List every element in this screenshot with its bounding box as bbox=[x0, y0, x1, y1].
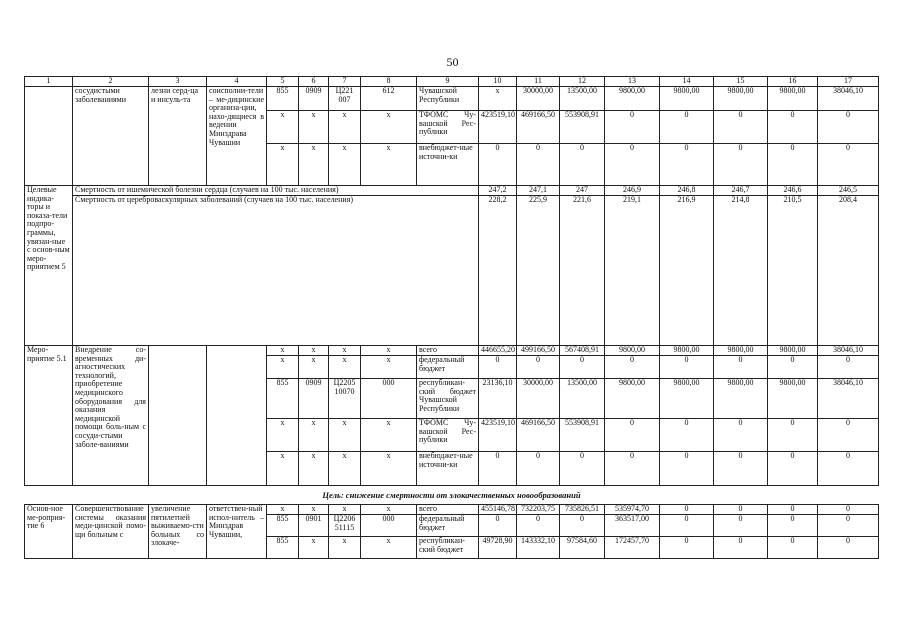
value-cell: 0 bbox=[818, 419, 879, 452]
value-cell: 0 bbox=[517, 515, 560, 537]
indicator-value: 216,9 bbox=[660, 196, 714, 346]
indicator-value: 246,7 bbox=[714, 186, 768, 196]
header-cell: 4 bbox=[207, 77, 267, 87]
header-cell: 17 bbox=[818, 77, 879, 87]
source-cell: внебюджет-ные источни-ки bbox=[417, 144, 479, 186]
page-number: 50 bbox=[446, 55, 459, 69]
source-cell: республикан-ский бюджет Чувашской Республики bbox=[417, 379, 479, 419]
value-cell: 13500,00 bbox=[560, 379, 605, 419]
goal-heading: Цель: снижение смертности от злокачественных новообразований bbox=[25, 486, 879, 505]
value-cell: x bbox=[329, 537, 361, 559]
value-cell: x bbox=[299, 452, 329, 486]
value-cell: 0 bbox=[818, 505, 879, 515]
value-cell: Ц2206 51115 bbox=[329, 515, 361, 537]
indicator-value: 246,8 bbox=[660, 186, 714, 196]
indicator-value: 246,6 bbox=[768, 186, 818, 196]
source-cell: всего bbox=[417, 346, 479, 356]
measure-title: Меро-приятие 5.1 bbox=[25, 346, 73, 486]
value-cell: 553908,91 bbox=[560, 111, 605, 144]
source-cell: внебюджет-ные источни-ки bbox=[417, 452, 479, 486]
header-cell: 11 bbox=[517, 77, 560, 87]
col1-cell bbox=[25, 87, 73, 186]
value-cell: x bbox=[267, 505, 299, 515]
value-cell: 553908,91 bbox=[560, 419, 605, 452]
value-cell: 0 bbox=[605, 452, 660, 486]
value-cell: 0 bbox=[660, 537, 714, 559]
value-cell: x bbox=[299, 505, 329, 515]
table-row bbox=[25, 505, 879, 515]
value-cell: 9800,00 bbox=[768, 346, 818, 356]
value-cell: 499166,50 bbox=[517, 346, 560, 356]
value-cell: x bbox=[267, 419, 299, 452]
header-cell: 5 bbox=[267, 77, 299, 87]
value-cell: 0 bbox=[768, 111, 818, 144]
value-cell: 0 bbox=[768, 505, 818, 515]
value-cell: x bbox=[267, 144, 299, 186]
value-cell: 0 bbox=[660, 356, 714, 379]
indicator-value: 247,2 bbox=[479, 186, 517, 196]
header-cell: 6 bbox=[299, 77, 329, 87]
header-cell: 2 bbox=[73, 77, 149, 87]
value-cell: 0 bbox=[818, 356, 879, 379]
value-cell: 0 bbox=[660, 144, 714, 186]
header-cell: 3 bbox=[149, 77, 207, 87]
value-cell: 567408,91 bbox=[560, 346, 605, 356]
value-cell: 0909 bbox=[299, 379, 329, 419]
value-cell: x bbox=[299, 346, 329, 356]
value-cell: 423519,10 bbox=[479, 111, 517, 144]
value-cell: x bbox=[329, 452, 361, 486]
value-cell: 9800,00 bbox=[605, 87, 660, 111]
value-cell: x bbox=[329, 505, 361, 515]
value-cell: 0 bbox=[560, 356, 605, 379]
value-cell: 0 bbox=[768, 419, 818, 452]
measure-title: Основ-ное ме-роприя-тие 6 bbox=[25, 505, 73, 559]
indicator-name: Смертность от цереброваскулярных заболеваний (случаев на 100 тыс. населения) bbox=[73, 196, 479, 346]
value-cell: 0 bbox=[560, 515, 605, 537]
value-cell: 0 bbox=[714, 356, 768, 379]
header-row bbox=[25, 77, 879, 87]
value-cell: x bbox=[361, 452, 417, 486]
measure-description: Совершенствование системы оказания меди-цинской помо-щи больным с bbox=[73, 505, 149, 559]
value-cell: x bbox=[299, 111, 329, 144]
goal-result-cell: увеличение пятилетней выживаемо-сти больных со злокаче- bbox=[149, 505, 207, 559]
value-cell: x bbox=[267, 452, 299, 486]
table-row bbox=[25, 87, 879, 111]
indicator-value: 221,6 bbox=[560, 196, 605, 346]
indicator-row bbox=[25, 196, 879, 346]
value-cell: 732203,75 bbox=[517, 505, 560, 515]
indicator-value: 247 bbox=[560, 186, 605, 196]
value-cell: x bbox=[361, 537, 417, 559]
source-cell: ТФОМС Чу-вашской Рес-публики bbox=[417, 419, 479, 452]
value-cell: 0 bbox=[517, 452, 560, 486]
value-cell: 9800,00 bbox=[605, 379, 660, 419]
indicator-value: 214,8 bbox=[714, 196, 768, 346]
value-cell: 0 bbox=[479, 515, 517, 537]
value-cell: x bbox=[267, 356, 299, 379]
header-cell: 13 bbox=[605, 77, 660, 87]
value-cell: 0 bbox=[714, 515, 768, 537]
value-cell: Ц2205 10070 bbox=[329, 379, 361, 419]
value-cell: 0 bbox=[768, 452, 818, 486]
goal-row bbox=[25, 486, 879, 505]
value-cell: 9800,00 bbox=[768, 379, 818, 419]
source-cell: всего bbox=[417, 505, 479, 515]
header-cell: 10 bbox=[479, 77, 517, 87]
value-cell: 0 bbox=[517, 144, 560, 186]
value-cell: x bbox=[329, 144, 361, 186]
header-cell: 12 bbox=[560, 77, 605, 87]
value-cell: 0 bbox=[714, 505, 768, 515]
value-cell: 0 bbox=[714, 419, 768, 452]
value-cell: 0901 bbox=[299, 515, 329, 537]
col3-cell bbox=[149, 346, 207, 486]
value-cell: 143332,10 bbox=[517, 537, 560, 559]
indicator-value: 228,2 bbox=[479, 196, 517, 346]
value-cell: x bbox=[299, 537, 329, 559]
value-cell: x bbox=[267, 346, 299, 356]
indicators-label: Целевые индика-торы и показа-тели подпро-граммы, увязан-ные с основ-ным меро-приятием 5 bbox=[25, 186, 73, 346]
header-cell: 8 bbox=[361, 77, 417, 87]
indicator-name: Смертность от ишемической болезни сердца (случаев на 100 тыс. населения) bbox=[73, 186, 479, 196]
value-cell: 455146,78 bbox=[479, 505, 517, 515]
value-cell: 30000,00 bbox=[517, 379, 560, 419]
source-cell: Чувашской Республики bbox=[417, 87, 479, 111]
value-cell: 38046,10 bbox=[818, 379, 879, 419]
value-cell: x bbox=[361, 419, 417, 452]
value-cell: 0 bbox=[479, 356, 517, 379]
indicator-value: 219,1 bbox=[605, 196, 660, 346]
value-cell: 000 bbox=[361, 515, 417, 537]
col3-cell: лезни серд-ца и инсуль-та bbox=[149, 87, 207, 186]
value-cell: x bbox=[267, 111, 299, 144]
value-cell: 855 bbox=[267, 515, 299, 537]
value-cell: 0 bbox=[605, 419, 660, 452]
indicator-value: 246,5 bbox=[818, 186, 879, 196]
value-cell: 535974,70 bbox=[605, 505, 660, 515]
source-cell: ТФОМС Чу-вашской Рес-публики bbox=[417, 111, 479, 144]
value-cell: 0 bbox=[517, 356, 560, 379]
value-cell: 9800,00 bbox=[660, 379, 714, 419]
value-cell: 0 bbox=[714, 111, 768, 144]
value-cell: 0 bbox=[818, 144, 879, 186]
value-cell: 38046,10 bbox=[818, 346, 879, 356]
measure-description: Внедрение со-временных ди-агностических технологий, приобретение медицинского оборудования для оказания медицинской помощи боль-ным с сосуди-стыми заболе-ваниями bbox=[73, 346, 149, 486]
value-cell: x bbox=[299, 356, 329, 379]
value-cell: 0 bbox=[714, 144, 768, 186]
value-cell: Ц221 007 bbox=[329, 87, 361, 111]
value-cell: 0 bbox=[605, 144, 660, 186]
value-cell: 172457,70 bbox=[605, 537, 660, 559]
value-cell: 855 bbox=[267, 379, 299, 419]
table-body bbox=[25, 77, 879, 559]
value-cell: x bbox=[299, 419, 329, 452]
value-cell: 0 bbox=[605, 356, 660, 379]
value-cell: x bbox=[479, 87, 517, 111]
value-cell: x bbox=[361, 144, 417, 186]
value-cell: 9800,00 bbox=[660, 346, 714, 356]
value-cell: 469166,50 bbox=[517, 111, 560, 144]
table-row bbox=[25, 346, 879, 356]
value-cell: x bbox=[361, 346, 417, 356]
value-cell: 446655,20 bbox=[479, 346, 517, 356]
value-cell: 9800,00 bbox=[660, 87, 714, 111]
value-cell: 363517,00 bbox=[605, 515, 660, 537]
value-cell: 855 bbox=[267, 87, 299, 111]
value-cell: 23136,10 bbox=[479, 379, 517, 419]
value-cell: 0 bbox=[818, 515, 879, 537]
value-cell: 9800,00 bbox=[714, 379, 768, 419]
value-cell: 469166,50 bbox=[517, 419, 560, 452]
value-cell: 612 bbox=[361, 87, 417, 111]
value-cell: 97584,60 bbox=[560, 537, 605, 559]
value-cell: 0 bbox=[818, 537, 879, 559]
value-cell: x bbox=[329, 356, 361, 379]
value-cell: x bbox=[329, 419, 361, 452]
value-cell: 0 bbox=[660, 111, 714, 144]
value-cell: x bbox=[329, 346, 361, 356]
value-cell: 0 bbox=[768, 515, 818, 537]
col2-cell: сосудистыми заболеваниями bbox=[73, 87, 149, 186]
header-cell: 7 bbox=[329, 77, 361, 87]
header-cell: 9 bbox=[417, 77, 479, 87]
value-cell: 0 bbox=[768, 356, 818, 379]
indicator-value: 246,9 bbox=[605, 186, 660, 196]
source-cell: республикан-ский бюджет bbox=[417, 537, 479, 559]
value-cell: 0909 bbox=[299, 87, 329, 111]
value-cell: 0 bbox=[560, 144, 605, 186]
header-cell: 1 bbox=[25, 77, 73, 87]
value-cell: x bbox=[329, 111, 361, 144]
value-cell: 0 bbox=[768, 144, 818, 186]
value-cell: x bbox=[361, 356, 417, 379]
indicator-value: 208,4 bbox=[818, 196, 879, 346]
value-cell: 0 bbox=[605, 111, 660, 144]
value-cell: 13500,00 bbox=[560, 87, 605, 111]
value-cell: 000 bbox=[361, 379, 417, 419]
value-cell: 423519,10 bbox=[479, 419, 517, 452]
value-cell: 9800,00 bbox=[714, 346, 768, 356]
value-cell: 0 bbox=[660, 419, 714, 452]
value-cell: 0 bbox=[818, 452, 879, 486]
value-cell: 0 bbox=[768, 537, 818, 559]
value-cell: 9800,00 bbox=[768, 87, 818, 111]
value-cell: 855 bbox=[267, 537, 299, 559]
value-cell: 0 bbox=[479, 144, 517, 186]
value-cell: x bbox=[361, 111, 417, 144]
indicator-value: 225,9 bbox=[517, 196, 560, 346]
header-cell: 15 bbox=[714, 77, 768, 87]
indicator-value: 247,1 bbox=[517, 186, 560, 196]
program-table bbox=[24, 76, 879, 559]
value-cell: 0 bbox=[660, 515, 714, 537]
value-cell: 0 bbox=[660, 452, 714, 486]
header-cell: 14 bbox=[660, 77, 714, 87]
col4-cell bbox=[207, 346, 267, 486]
value-cell: 0 bbox=[560, 452, 605, 486]
indicator-row bbox=[25, 186, 879, 196]
executor-cell: ответствен-ный испол-нитель – Минздрав Чувашии, bbox=[207, 505, 267, 559]
header-cell: 16 bbox=[768, 77, 818, 87]
value-cell: x bbox=[299, 144, 329, 186]
executor-cell: соисполни-тели – ме-дицинские организа-ции, нахо-дящиеся в ведении Минздрава Чувашии bbox=[207, 87, 267, 186]
value-cell: 38046,10 bbox=[818, 87, 879, 111]
value-cell: 30000,00 bbox=[517, 87, 560, 111]
value-cell: 9800,00 bbox=[605, 346, 660, 356]
source-cell: федеральный бюджет bbox=[417, 515, 479, 537]
value-cell: 0 bbox=[714, 452, 768, 486]
value-cell: 0 bbox=[818, 111, 879, 144]
value-cell: x bbox=[361, 505, 417, 515]
value-cell: 0 bbox=[714, 537, 768, 559]
value-cell: 9800,00 bbox=[714, 87, 768, 111]
indicator-value: 210,5 bbox=[768, 196, 818, 346]
source-cell: федеральный бюджет bbox=[417, 356, 479, 379]
value-cell: 0 bbox=[479, 452, 517, 486]
value-cell: 735826,51 bbox=[560, 505, 605, 515]
value-cell: 49728,90 bbox=[479, 537, 517, 559]
value-cell: 0 bbox=[660, 505, 714, 515]
